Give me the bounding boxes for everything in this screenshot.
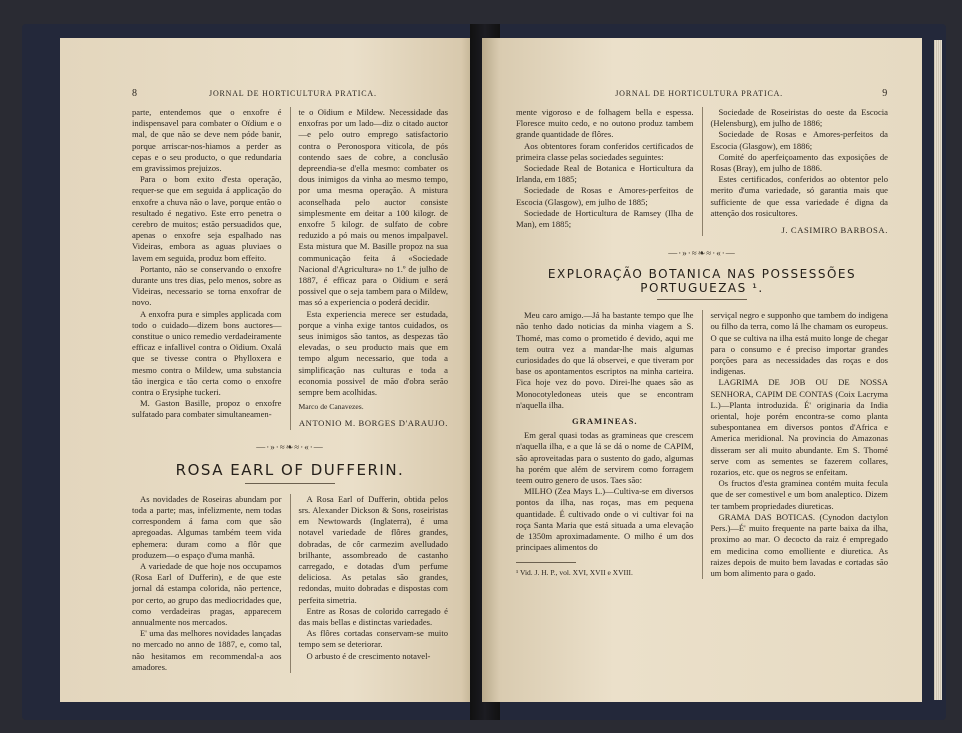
paragraph: te o Oïdium e Mildew. Necessidade das enxofras por um lado—diz o citado auctor—e pelo outro emprego satisfactorio contra o Peronospora viticola, de pós contendo saes de cobre, a conclusão depreendia-se d'ella mesmo: combater os dous inimigos da vinha ao mesmo tempo, por uma mesma operação. A mistura aconselhada pelo auctor consiste simplesmente em deitar a 100 kilogr. de enxofre 5 kilogr. de sulfato de cobre reduzido a pó mais ou menos impalpavel. Esta mistura que M. Basille propoz na sua communicação feita á «Sociedade Nacional d'Agricultura» no 1.º de julho de 1887, é efficaz para o Oïdium e será possivel que o seja tambem para o Mildew, mas só a experiencia o poderá decidir. <box>298 107 448 308</box>
paragraph: Portanto, não se conservando o enxofre durante uns tres dias, pelo menos, sobre as Videiras, necessario se torna enxofrar de novo. <box>132 263 282 308</box>
left-page <box>60 38 478 702</box>
title-rule <box>657 299 747 300</box>
left-bottom-col-2 <box>299 494 449 673</box>
paragraph: parte, entendemos que o enxofre é indispensavel para combater o Oïdium e o mal, de que não se deve nem póde banir, porque arriscar-nos-hiamos a perder as cepas e o seu producto, o que redundaria em gravissimos prejuizos. <box>132 107 282 174</box>
paragraph: Sociedade de Rosas e Amores-perfeitos de Escocia (Glasgow), em julho de 1885; <box>516 185 694 207</box>
subheading: GRAMINEAS. <box>571 416 638 427</box>
paragraph: Para o bom exito d'esta operação, requer-se que em seguida á applicação do enxofre a chuva não o lave, porque então o resultado é negativo. Este erro penetra o cerebro de muitos; estão persuadidos que, apenas o enxofre seja espalhado nas Videiras, embora as aguas pluviaes o lavem em seguida, produz bom effeito. <box>132 174 282 263</box>
left-running-head <box>132 88 448 99</box>
ornament-divider: —·»·≈❧≈·«·— <box>668 248 736 259</box>
paragraph: As novidades de Roseiras abundam por toda a parte; mas, infelizmente, nem todas correspondem á fama com que são apregoadas. Algumas também teem vida ephemera: duram como a flôr que produzem—o espaço d'uma manhã. <box>132 493 282 560</box>
title-rule <box>245 483 335 484</box>
signoff-place: Marco de Canavezes. <box>298 402 364 412</box>
paragraph: A Rosa Earl of Dufferin, obtida pelos srs. Alexander Dickson & Sons, roseiristas em Newtowards (Inglaterra), é uma notavel variedade de flôres grandes, dobradas, de côr carmezim avelludado brilhante, assombreado de castanho carregado, e dotadas d'um perfume deliciosa. As petalas são grandes, redondas, muito dobradas e dispostas com perfeita simetria. <box>298 493 448 605</box>
paragraph: A variedade de que hoje nos occupamos (Rosa Earl of Dufferin), e de que este jornal dá estampa colorida, não pertence, por certo, ao grupo das mediocridades que, como verdadeiras pragas, apparecem annualmente nos mercados. <box>132 560 282 627</box>
left-bottom-columns <box>132 494 448 673</box>
right-running-head <box>516 88 888 99</box>
left-top-col-2 <box>299 107 449 430</box>
right-bottom-col-1 <box>516 310 694 579</box>
paragraph: O arbusto é de crescimento notavel- <box>306 650 431 661</box>
paragraph: Estes certificados, conferidos ao obtentor pelo merito d'uma variedade, só garantia mais que sufficiente de que essa variedade é digna da attenção dos rosicultores. <box>710 174 888 218</box>
column-rule <box>702 107 703 236</box>
right-bottom-col-2 <box>711 310 889 579</box>
right-page-number: 9 <box>882 88 888 99</box>
right-top-col-2 <box>711 107 889 236</box>
left-bottom-col-1 <box>132 494 282 673</box>
paragraph: serviçal negro e supponho que tambem do indigena ou filho da terra, como lá lhe chamam os europeus. O que se cultiva na ilha está muito longe de chegar para o consumo e é preciso importar grandes porções para as necessidades das roças e dos indigenas. <box>710 310 888 377</box>
left-running-title: JORNAL DE HORTICULTURA PRATICA. <box>209 89 377 98</box>
footnote-rule <box>516 562 576 563</box>
column-rule <box>702 310 703 579</box>
paragraph: Sociedade de Horticultura de Ramsey (Ilha de Man), em 1885; <box>516 207 694 230</box>
column-rule <box>290 107 291 430</box>
paragraph: As flôres cortadas conservam-se muito tempo sem se deteriorar. <box>298 628 448 650</box>
right-top-col-1 <box>516 107 694 236</box>
paragraph: Esta experiencia merece ser estudada, porque a vinha exige tantos cuidados, os seus inimigos são tantos, as despezas tão elevadas, o seu producto mais que em tempo algum necessario, que toda a simplificação nas culturas e toda a economia possivel de mão d'obra serão sempre bem acolhidas. <box>298 308 448 398</box>
paragraph: Aos obtentores foram conferidos certificados de primeira classe pelas sociedades seguintes: <box>516 140 694 162</box>
paragraph: mente vigoroso e de folhagem bella e espessa. Floresce muito cedo, e no outono produz tambem grande quantidade de flôres. <box>516 107 694 140</box>
paragraph: Em geral quasi todas as gramineas que crescem n'aquella ilha, e a que lá se dá o nome de CAPIM, são aproveitadas para o sustento do gado, algumas ha porém que além de servirem como forragem teem outro genero de usos. Taes são: <box>516 430 694 486</box>
signature: ANTONIO M. BORGES D'ARAUJO. <box>298 418 448 429</box>
right-page <box>482 38 922 702</box>
paragraph: E' uma das melhores novidades lançadas no mercado no anno de 1887, e, como tal, não hesitamos em recommendal-a aos amadores. <box>132 628 282 672</box>
paragraph: Sociedade Real de Botanica e Horticultura da Irlanda, em 1885; <box>516 163 694 185</box>
right-bottom-columns <box>516 310 888 579</box>
column-rule <box>290 494 291 673</box>
paragraph: MILHO (Zea Mays L.)—Cultiva-se em diversos pontos da ilha, nas roças, mas em pequena quantidade. É cultivado onde o vi cultivar foi na roça Santa Maria que está situada a uma elevação de 1350m aproximadamente. O milho é um dos principaes alimentos do <box>516 486 694 553</box>
paragraph: GRAMA DAS BOTICAS. (Cynodon dactylon Pers.)—É' muito frequente na parte baixa da ilha, proximo ao mar. O decocto da raiz é empregado em medicina como emolliente e diuretica. As raizes depois de muito bem lavadas e cortadas são um bom alimento para o gado. <box>710 511 888 578</box>
left-page-number: 8 <box>132 88 138 99</box>
page-edges <box>934 40 942 700</box>
paragraph: M. Gaston Basille, propoz o enxofre sulfatado para combater simultaneamen- <box>132 398 282 420</box>
paragraph: Os fructos d'esta graminea contém muita fecula que de ser comestivel e um bom analeptico. Dizem ter tambem propriedades diureticas. <box>710 478 888 511</box>
paragraph: A enxofra pura e simples applicada com todo o cuidado—dizem bons auctores—constitue o unico remedio verdadeiramente efficaz e infallivel contra o Oïdium. Oxalá que se tivesse contra o Phylloxera e mesmo contra o Mildew, uma substancia tão inergica e tão certa como o enxofre contra o Erysiphe tuckeri. <box>132 308 282 398</box>
signature: J. CASIMIRO BARBOSA. <box>781 225 888 236</box>
ornament-divider: —·»·≈❧≈·«·— <box>256 441 324 452</box>
footnote: ¹ Vid. J. H. P., vol. XVI, XVII e XVIII. <box>516 567 633 577</box>
paragraph: Comité do aperfeiçoamento das exposições de Rosas (Bray), em julho de 1886. <box>710 151 888 174</box>
section-title: ROSA EARL OF DUFFERIN. <box>175 460 405 479</box>
paragraph: Entre as Rosas de colorido carregado é das mais bellas e distinctas variedades. <box>298 605 448 627</box>
paragraph: LAGRIMA DE JOB OU DE NOSSA SENHORA, CAPIM DE CONTAS (Coix Lacryma L.)—Planta introduzida. É' originaria da India oriental, hoje porém encontra-se como planta subespontanea em diversos pontos d'Africa e America meridional. Na provincia do Amazonas disseram ser ali muito abundante. Em S. Thomé serve com as sementes se fazerem collares, rozarios, etc. que os negros se enfeitam. <box>710 377 888 478</box>
left-top-columns <box>132 107 448 430</box>
right-top-columns <box>516 107 888 236</box>
paragraph: Sociedade de Rosas e Amores-perfeitos da Escocia (Glasgow), em 1886; <box>710 129 888 151</box>
right-running-title: JORNAL DE HORTICULTURA PRATICA. <box>615 89 783 98</box>
left-top-col-1 <box>132 107 282 430</box>
section-title: EXPLORAÇÃO BOTANICA NAS POSSESSÕES PORTUGUEZAS ¹. <box>547 267 857 296</box>
paragraph: Meu caro amigo.—Já ha bastante tempo que lhe não tenho dado noticias da minha viagem a S. Thomé, mas como o prometido é devido, aqui me tem outra vez a mandar-lhe mais algumas curiosidades do que lá observei, e que tiveram por base os apontamentos escriptos na minha carteira. Fica hoje vez do povo. Direi-lhe quaes são as Monocotyledoneas uteis que se encontram n'aquella ilha. <box>516 310 694 410</box>
paragraph: Sociedade de Roseiristas do oeste da Escocia (Helensburg), em julho de 1886; <box>710 107 888 129</box>
